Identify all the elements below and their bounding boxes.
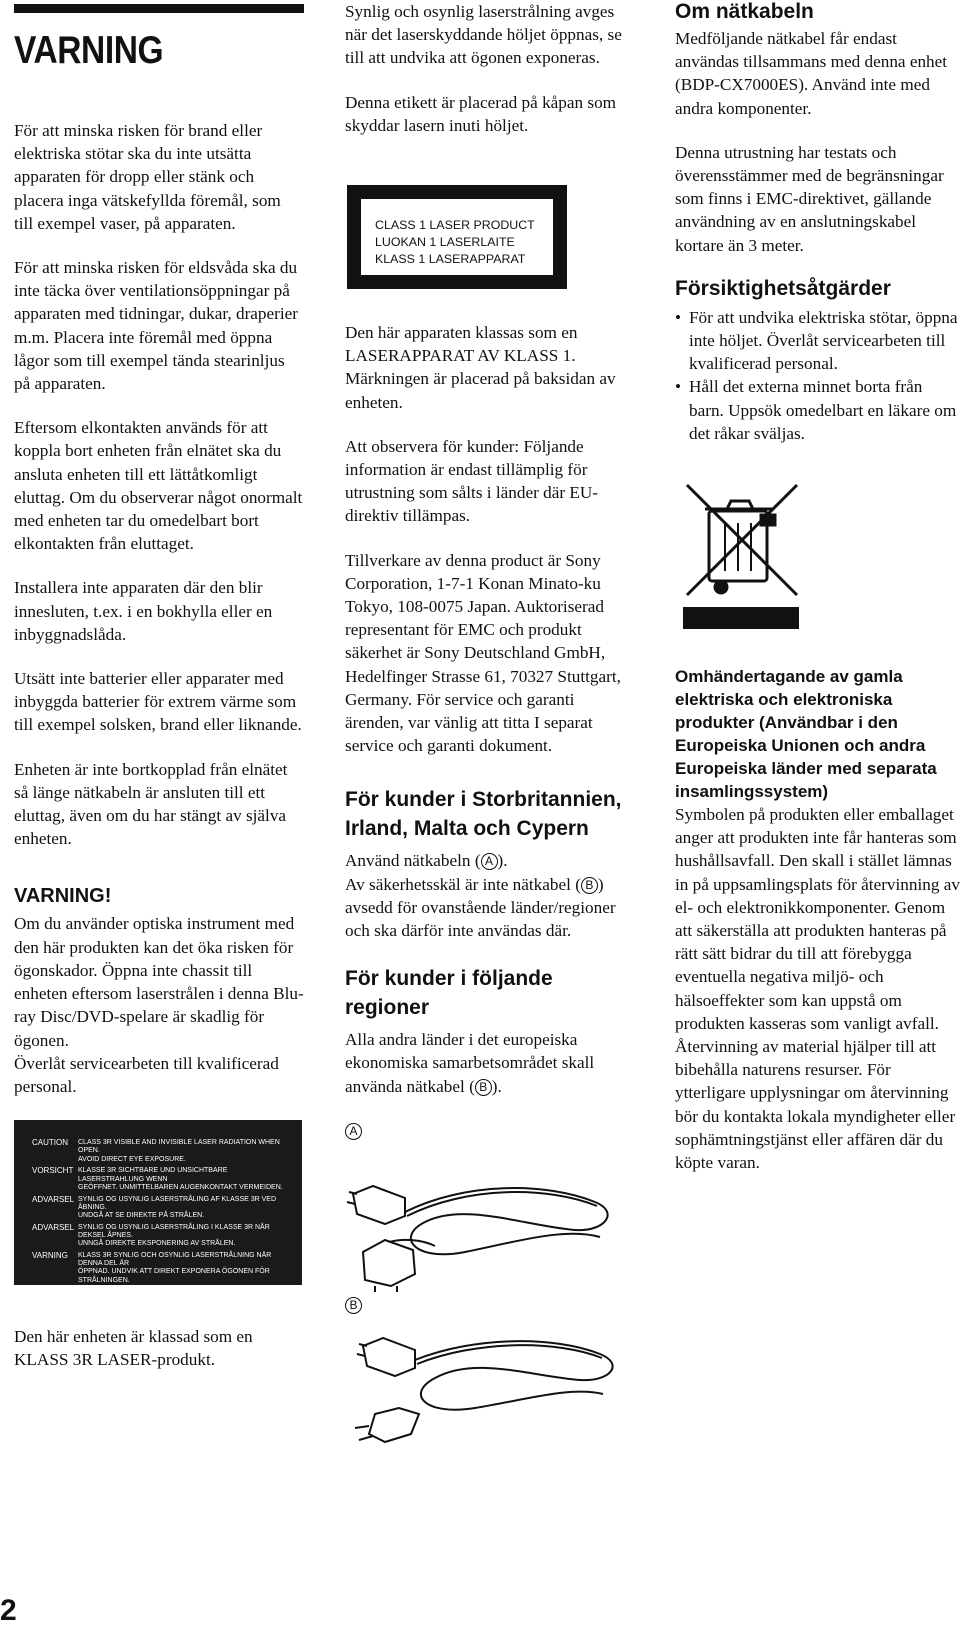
title-bar [14, 4, 304, 13]
paragraph: För att minska risken för brand eller elektriska stötar ska du inte utsätta apparaten för dropp eller stänk och placera inga vätskefyllda föremål, som till exempel vaser, på apparaten. [14, 121, 281, 233]
caution-text: SYNLIG OG USYNLIG LASERSTRÅLING AF KLASSE 3R VED ÅBNING. UNDGÅ AT SE DIREKTE PÅ STRÅLEN. [78, 1195, 277, 1219]
caution-key: CAUTION [32, 1138, 68, 1148]
text: Använd nätkabeln ( [345, 851, 481, 871]
list-item: • Håll det externa minnet borta från barn. Uppsök omedelbart en läkare om det råkar sväljas. [675, 375, 960, 445]
caution-key: VARO! [32, 1287, 57, 1297]
caution-text: AVATTUNA LUOKAN 3R NÄKYVÄÄ JA NÄKYMÄTÖNTÄ LASERSÄTEILYÄ. VÄLTÄ KATSEEN SUORAA ALTISTAMISTA. [78, 1288, 255, 1312]
caution-key: ADVARSEL [32, 1222, 75, 1232]
paragraph: Den här apparaten klassas som en LASERAPPARAT AV KLASS 1. Märkningen är placerad på baksidan av enheten. [345, 323, 616, 412]
paragraph: Att observera för kunder: Följande information är endast tillämplig för utrustning som sålts i länder där EU-direktiv tillämpas. [345, 436, 598, 526]
text: Av säkerhetsskäl är inte nätkabel ( [345, 874, 581, 894]
caution-key: VARNING [32, 1250, 68, 1260]
paragraph: För att minska risken för eldsvåda ska du inte täcka över ventilationsöppningar på apparaten med tidningar, dukar, draperier m.m. Placera inte föremål med öppna lågor som till exempel tända stearinljus på apparaten. [14, 258, 298, 394]
paragraph: Eftersom elkontakten används för att koppla bort enheten från elnätet ska du ansluta enheten till ett lättåtkomligt eluttag. Om du observerar något onormalt med enheten tar du omedelbart bort elkontakten från eluttaget. [14, 418, 303, 554]
eu-power-cable-illustration [345, 1316, 625, 1446]
paragraph: Medföljande nätkabel får endast användas tillsammans med denna enhet (BDP-CX7000ES). Använd inte med andra komponenter. [675, 29, 948, 118]
column-1 [14, 0, 304, 1372]
paragraph: Synlig och osynlig laserstrålning avges när det laserskyddande höljet öppnas, se till att undvika att ögonen exponeras. [345, 2, 622, 68]
section-heading: Omhändertagande av gamla elektriska och elektroniska produkter (Användbar i den Europeiska Unionen och andra Europeiska länder med separata insamlingssystem) [675, 667, 937, 802]
crossed-out-bin-icon [675, 471, 805, 641]
caution-row [32, 1196, 292, 1221]
cable-b-mark: B [345, 1297, 362, 1314]
laser-label-line: CLASS 1 LASER PRODUCT [375, 218, 535, 233]
caution-row [32, 1252, 292, 1285]
text: ) avsedd för ovanstående länder/regioner och ska därför inte användas där. [345, 874, 616, 941]
caution-text: SYNLIG OG USYNLIG LASERSTRÅLING I KLASSE 3R NÅR DEKSEL ÅPNES. UNNGÅ DIREKTE EKSPONERING AV STRÅLEN. [78, 1223, 270, 1248]
column-3 [675, 0, 960, 1174]
caution-row [32, 1288, 292, 1313]
text: Alla andra länder i det europeiska ekonomiska samarbetsområdet skall använda nätkabel ( [345, 1030, 595, 1096]
caution-key: VORSICHT [32, 1166, 74, 1176]
caution-row [32, 1139, 292, 1164]
laser-label-line: LUOKAN 1 LASERLAITE [375, 235, 515, 250]
caution-row [32, 1224, 292, 1249]
caution-text: KLASSE 3R SICHTBARE UND UNSICHTBARE LASERSTRAHLUNG WENN GEÖFFNET. UNMITTELBAREN AUGENKONTAKT VERMEIDEN. [78, 1167, 283, 1191]
section-heading: För kunder i följande regioner [345, 967, 553, 1020]
class1-laser-label-inner [361, 199, 553, 275]
warning-title: VARNING [14, 29, 164, 72]
caution-key: ADVARSEL [32, 1194, 75, 1204]
precautions-list [675, 306, 960, 445]
column-2 [345, 0, 630, 1446]
paragraph: Symbolen på produkten eller emballaget anger att produkten inte får hanteras som hushållsavfall. Den skall i stället lämnas in på uppsamlingsplats för återvinning av el- och elektronikkomponenter. Genom att säkerställa att produkten hanteras på rätt sätt bidrar du till att förebygga eventuella negativa miljö- och hälsoeffekter som kan uppstå om produkten kasseras som vanligt avfall. Återvinning av material hjälper till att bibehålla naturens resurser. För ytterligare upplysningar om återvinning bör du kontakta lokala myndigheter eller sophämtningstjänst eller affären där du köpte varan. [675, 805, 960, 1173]
cable-a-mark: A [345, 1123, 362, 1140]
section-heading: Försiktighetsåtgärder [675, 276, 891, 300]
uk-power-cable-illustration [345, 1142, 625, 1292]
paragraph: Den här enheten är klassad som en KLASS 3R LASER-produkt. [14, 1327, 253, 1370]
section-heading: För kunder i Storbritannien, Irland, Malta och Cypern [345, 788, 622, 841]
page-number: 2 [0, 1594, 17, 1627]
cable-b-figure [345, 1296, 630, 1446]
paragraph: Om du använder optiska instrument med den här produkten kan det öka risken för ögonskador. Öppna inte chassit till enheten eftersom laserstrålen i denna Blu-ray Disc/DVD-spelare är skadlig för ögonen. [14, 914, 304, 1050]
paragraph: Denna etikett är placerad på kåpan som skyddar lasern inuti höljet. [345, 92, 617, 135]
text: ). [497, 851, 508, 871]
paragraph: Installera inte apparaten där den blir innesluten, t.ex. i en bokhylla eller en inbyggnadslåda. [14, 578, 273, 644]
list-item: • För att undvika elektriska stötar, öppna inte höljet. Överlåt servicearbeten till kvalificerad personal. [675, 306, 960, 376]
paragraph: Överlåt servicearbeten till kvalificerad personal. [14, 1053, 279, 1096]
section-heading: Om nätkabeln [675, 0, 814, 23]
paragraph: Tillverkare av denna product är Sony Corporation, 1-7-1 Konan Minato-ku Tokyo, 108-0075 Japan. Auktoriserad representant för EMC och produkt säkerhet är Sony Deutschland GmbH, Hedelfinger Strasse 61, 70327 Stuttgart, Germany. För service och garanti ärenden, var vänlig att titta I separat service och garanti dokument. [345, 550, 621, 756]
paragraph [345, 873, 630, 943]
cable-a-figure [345, 1122, 630, 1292]
paragraph [345, 1028, 630, 1098]
paragraph: Enheten är inte bortkopplad från elnätet så länge nätkabeln är ansluten till ett eluttag, även om du har stängt av själva enheten. [14, 759, 288, 849]
text: ). [491, 1076, 502, 1096]
caution-label [14, 1120, 302, 1312]
caution-text: KLASS 3R SYNLIG OCH OSYNLIG LASERSTRÅLNING NÄR DENNA DEL ÄR ÖPPNAD. UNDVIK ATT DIREKT EXPONERA ÖGONEN FÖR STRÅLNINGEN. [78, 1251, 272, 1284]
class1-laser-label [347, 185, 567, 289]
cable-b-mark: B [581, 877, 598, 894]
warning-subtitle: VARNING! [14, 885, 112, 908]
cable-a-mark: A [481, 853, 498, 870]
caution-row [32, 1167, 292, 1192]
weee-symbol [675, 471, 960, 641]
caution-text: CLASS 3R VISIBLE AND INVISIBLE LASER RADIATION WHEN OPEN. AVOID DIRECT EYE EXPOSURE. [78, 1139, 280, 1163]
paragraph [345, 849, 630, 872]
cable-b-mark: B [475, 1079, 492, 1096]
paragraph: Denna utrustning har testats och överensstämmer med de begränsningar som finns i EMC-direktivet, gällande användning av en anslutningskabel kortare än 3 meter. [675, 142, 944, 255]
laser-label-line: KLASS 1 LASERAPPARAT [375, 252, 526, 267]
paragraph: Utsätt inte batterier eller apparater med inbyggda batterier för extrem värme som till exempel solsken, brand eller liknande. [14, 669, 302, 735]
